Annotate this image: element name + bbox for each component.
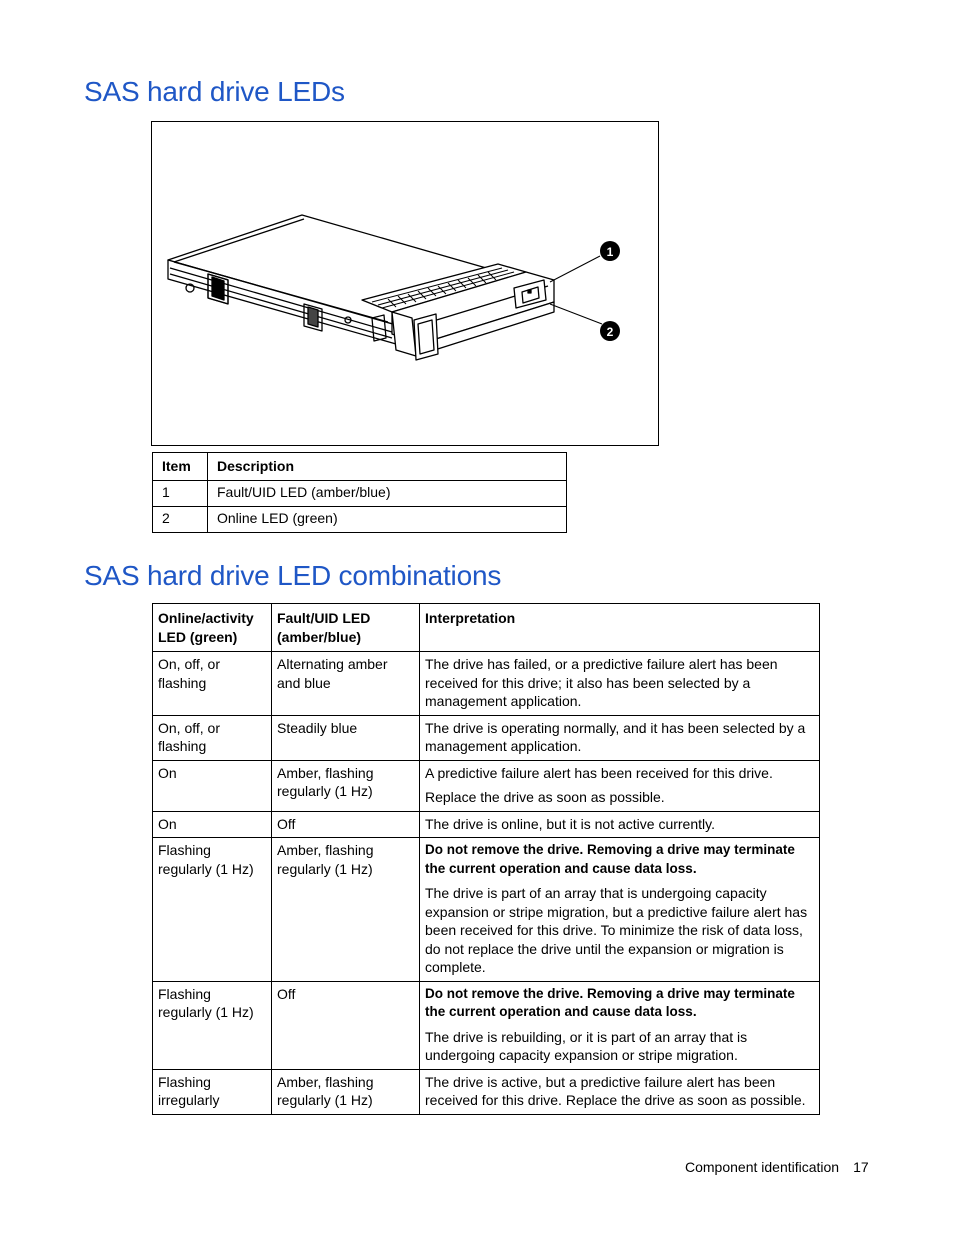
callout-1-label: 1 — [606, 245, 614, 259]
table-row — [153, 760, 820, 811]
interpretation-text: The drive is online, but it is not active currently. — [425, 815, 715, 832]
table-row — [153, 715, 820, 760]
led-combinations-table — [152, 603, 820, 1115]
online-led-state: On, off, or flashing — [153, 715, 272, 760]
online-led-state: On — [153, 811, 272, 838]
online-led-state: Flashing irregularly — [153, 1069, 272, 1114]
header-interpretation: Interpretation — [420, 604, 820, 652]
fault-led-state: Alternating amber and blue — [272, 652, 420, 716]
table-header-row — [153, 604, 820, 652]
header-item: Item — [153, 453, 208, 481]
hard-drive-illustration — [152, 122, 658, 445]
interpretation-text: The drive is active, but a predictive failure alert has been received for this drive. Replace the drive as soon as possible. — [425, 1073, 806, 1108]
interpretation-text: The drive has failed, or a predictive failure alert has been received for this drive; it also has been selected by a management application. — [425, 656, 778, 709]
item-number: 1 — [153, 481, 208, 507]
section-title-led-combinations: SAS hard drive LED combinations — [84, 560, 502, 591]
fault-led-state: Off — [272, 981, 420, 1069]
page-number: 17 — [853, 1159, 869, 1175]
interpretation — [420, 811, 820, 838]
table-row — [153, 507, 567, 533]
item-description: Online LED (green) — [208, 507, 567, 533]
item-description-table — [152, 452, 567, 533]
interpretation-text: The drive is rebuilding, or it is part of an array that is undergoing capacity expansion or stripe migration. — [425, 1028, 748, 1063]
fault-led-state: Steadily blue — [272, 715, 420, 760]
fault-led-state: Off — [272, 811, 420, 838]
callout-2-label: 2 — [606, 325, 614, 339]
online-led-state: On, off, or flashing — [153, 652, 272, 716]
interpretation-text: A predictive failure alert has been received for this drive. — [425, 764, 773, 781]
page-footer — [685, 1159, 869, 1175]
interpretation — [420, 715, 820, 760]
fault-led-state: Amber, flashing regularly (1 Hz) — [272, 760, 420, 811]
table-row — [153, 811, 820, 838]
online-led-state: Flashing regularly (1 Hz) — [153, 838, 272, 982]
section-title-leds: SAS hard drive LEDs — [84, 76, 345, 107]
table-header-row — [153, 453, 567, 481]
drive-figure — [151, 121, 659, 446]
interpretation — [420, 760, 820, 811]
table-row — [153, 481, 567, 507]
fault-led-state: Amber, flashing regularly (1 Hz) — [272, 1069, 420, 1114]
online-led-state: Flashing regularly (1 Hz) — [153, 981, 272, 1069]
interpretation-text: The drive is part of an array that is undergoing capacity expansion or stripe migration, but a predictive failure alert has been received for this drive. To minimize the risk of data loss, do not replace the drive until the expansion or migration is complete. — [425, 885, 808, 975]
interpretation — [420, 981, 820, 1069]
fault-led-state: Amber, flashing regularly (1 Hz) — [272, 838, 420, 982]
item-description: Fault/UID LED (amber/blue) — [208, 481, 567, 507]
interpretation — [420, 652, 820, 716]
interpretation-text: The drive is operating normally, and it has been selected by a management application. — [425, 719, 806, 754]
table-row — [153, 981, 820, 1069]
header-online-led: Online/activity LED (green) — [153, 604, 272, 652]
table-row — [153, 652, 820, 716]
table-row — [153, 1069, 820, 1114]
interpretation-text: Replace the drive as soon as possible. — [425, 789, 665, 805]
table-row — [153, 838, 820, 982]
interpretation — [420, 1069, 820, 1114]
item-number: 2 — [153, 507, 208, 533]
footer-section: Component identification — [685, 1159, 840, 1175]
interpretation — [420, 838, 820, 982]
header-description: Description — [208, 453, 567, 481]
header-fault-led: Fault/UID LED (amber/blue) — [272, 604, 420, 652]
online-led-state: On — [153, 760, 272, 811]
data-loss-warning: Do not remove the drive. Removing a drive may terminate the current operation and cause data loss. — [425, 985, 795, 1019]
data-loss-warning: Do not remove the drive. Removing a drive may terminate the current operation and cause data loss. — [425, 842, 795, 876]
